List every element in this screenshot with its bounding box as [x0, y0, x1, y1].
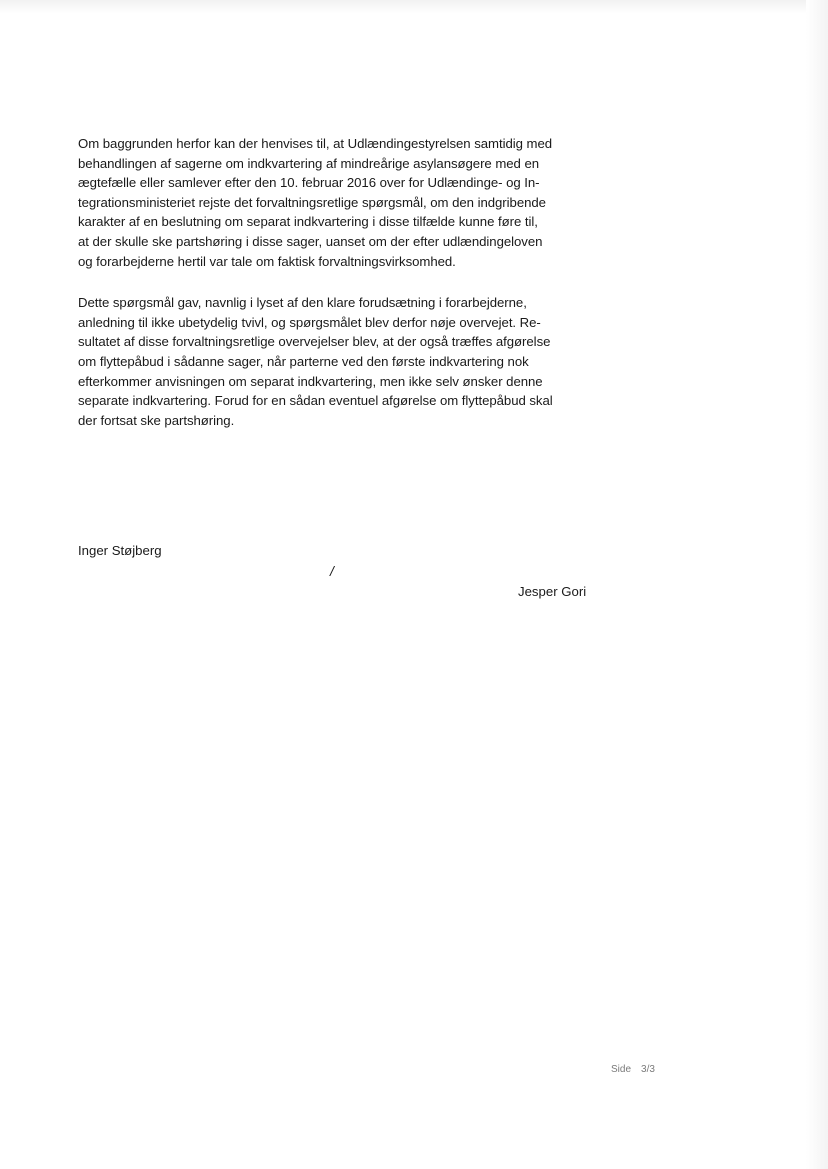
text-line: der fortsat ske partshøring. — [78, 412, 235, 428]
text-line: anledning til ikke ubetydelig tvivl, og spørgsmålet blev derfor nøje overvejet. Re- — [78, 314, 541, 330]
text-line: og forarbejderne hertil var tale om faktisk forvaltningsvirksomhed. — [78, 253, 456, 269]
body-text — [78, 134, 598, 452]
paragraph-1 — [78, 134, 598, 271]
text-line: behandlingen af sagerne om indkvartering af mindreårige asylansøgere med en — [78, 155, 540, 171]
text-line: efterkommer anvisningen om separat indkvartering, men ikke selv ønsker denne — [78, 373, 543, 389]
paragraph-2 — [78, 293, 598, 430]
text-line: tegrationsministeriet rejste det forvaltningsretlige spørgsmål, om den indgribende — [78, 194, 546, 210]
text-line: om flyttepåbud i sådanne sager, når parterne ved den første indkvartering nok — [78, 353, 529, 369]
signature-left-name: Inger Støjberg — [78, 543, 162, 558]
text-line: karakter af en beslutning om separat indkvartering i disse tilfælde kunne føre til, — [78, 214, 538, 230]
page-label: Side — [611, 1064, 632, 1075]
page-number: 3/3 — [641, 1064, 655, 1075]
text-line: ægtefælle eller samlever efter den 10. februar 2016 over for Udlændinge- og In- — [78, 175, 540, 191]
text-line: sultatet af disse forvaltningsretlige overvejelser blev, at der også træffes afgørelse — [78, 334, 551, 350]
page-number-footer — [611, 1063, 655, 1077]
text-line: at der skulle ske partshøring i disse sager, uanset om der efter udlændingeloven — [78, 233, 543, 249]
text-line: Om baggrunden herfor kan der henvises til, at Udlændingestyrelsen samtidig med — [78, 136, 553, 151]
text-line: separate indkvartering. Forud for en sådan eventuel afgørelse om flyttepåbud skal — [78, 393, 553, 409]
signature-right-name: Jesper Gori — [518, 584, 587, 599]
text-line: Dette spørgsmål gav, navnlig i lyset af den klare forudsætning i forarbejderne, — [78, 295, 527, 311]
signature-separator: / — [330, 563, 334, 579]
